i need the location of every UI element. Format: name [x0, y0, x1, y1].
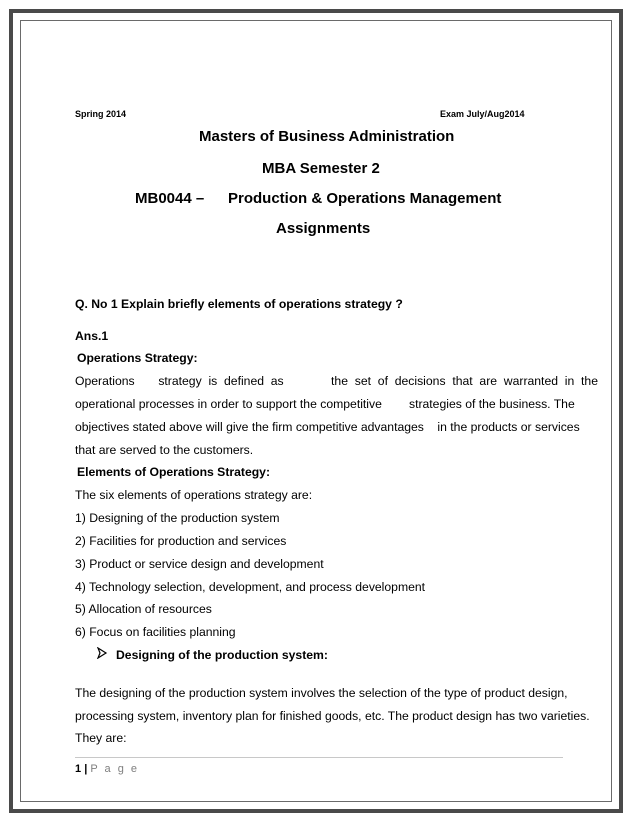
list-item: 6) Focus on facilities planning: [75, 625, 236, 639]
list-item: 1) Designing of the production system: [75, 511, 280, 525]
elements-intro: The six elements of operations strategy are:: [75, 488, 313, 502]
paragraph-line: Operations strategy is defined as the set of decisions that are warranted in the: [75, 374, 598, 388]
arrow-bullet-icon: [96, 647, 108, 662]
degree-title: Masters of Business Administration: [199, 128, 455, 145]
section-heading-elements: Elements of Operations Strategy:: [77, 465, 271, 479]
question-1: Q. No 1 Explain briefly elements of operations strategy ?: [75, 297, 403, 311]
header-exam: Exam July/Aug2014: [440, 109, 525, 119]
list-item: 4) Technology selection, development, and process development: [75, 580, 426, 594]
header-term: Spring 2014: [75, 109, 127, 119]
page-label: P a g e: [90, 763, 139, 775]
paragraph-line: They are:: [75, 731, 127, 745]
list-item: 5) Allocation of resources: [75, 602, 212, 616]
list-item: 3) Product or service design and development: [75, 557, 324, 571]
answer-label: Ans.1: [75, 329, 109, 343]
list-item: 2) Facilities for production and services: [75, 534, 287, 548]
page-number: 1: [75, 763, 82, 775]
assignments-title: Assignments: [276, 220, 371, 237]
paragraph-line: The designing of the production system involves the selection of the type of product design,: [75, 686, 568, 700]
course-title: Production & Operations Management: [228, 190, 502, 207]
paragraph-line: processing system, inventory plan for finished goods, etc. The product design has two varieties.: [75, 709, 590, 723]
page-footer: [75, 763, 139, 775]
course-code: MB0044 –: [135, 190, 205, 207]
footer-divider: [75, 757, 563, 758]
bullet-heading: Designing of the production system:: [116, 648, 328, 662]
paragraph-line: operational processes in order to support the competitive strategies of the business. The: [75, 397, 575, 411]
paragraph-line: that are served to the customers.: [75, 443, 254, 457]
semester-title: MBA Semester 2: [262, 160, 380, 177]
footer-separator: |: [84, 763, 88, 775]
section-heading-operations-strategy: Operations Strategy:: [77, 351, 198, 365]
paragraph-line: objectives stated above will give the firm competitive advantages in the products or services: [75, 420, 580, 434]
